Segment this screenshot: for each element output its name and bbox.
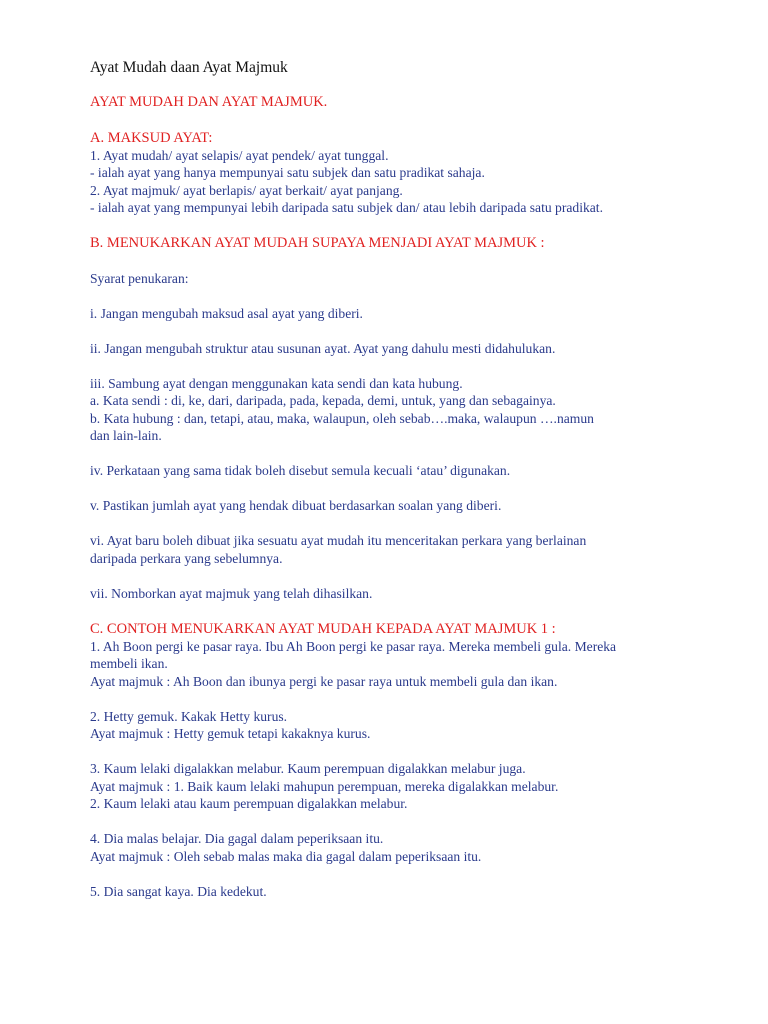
example-3-answer-1: Ayat majmuk : 1. Baik kaum lelaki mahupun perempuan, mereka digalakkan melabur. [90, 778, 559, 794]
rule-vi: vi. Ayat baru boleh dibuat jika sesuatu ayat mudah itu menceritakan perkara yang berlainan [90, 533, 587, 548]
rule-iii-b-cont: dan lain-lain. [90, 428, 162, 443]
example-4: 4. Dia malas belajar. Dia gagal dalam peperiksaan itu. [90, 831, 384, 846]
example-4-answer: Ayat majmuk : Oleh sebab malas maka dia gagal dalam peperiksaan itu. [90, 848, 482, 864]
example-2-answer: Ayat majmuk : Hetty gemuk tetapi kakaknya kurus. [90, 726, 371, 741]
definition-line: 1. Ayat mudah/ ayat selapis/ ayat pendek/ ayat tunggal. [90, 147, 389, 163]
rule-v: v. Pastikan jumlah ayat yang hendak dibuat berdasarkan soalan yang diberi. [90, 498, 502, 513]
section-a-heading: A. MAKSUD AYAT: [90, 129, 213, 146]
main-heading: AYAT MUDAH DAN AYAT MAJMUK. [90, 94, 328, 110]
document-title: Ayat Mudah daan Ayat Majmuk [90, 59, 288, 76]
definition-line: - ialah ayat yang hanya mempunyai satu subjek dan satu pradikat sahaja. [90, 165, 485, 180]
rule-iv: iv. Perkataan yang sama tidak boleh disebut semula kecuali ‘atau’ digunakan. [90, 463, 511, 478]
section-c-heading: C. CONTOH MENUKARKAN AYAT MUDAH KEPADA AYAT MAJMUK 1 : [90, 620, 556, 637]
section-b-heading: B. MENUKARKAN AYAT MUDAH SUPAYA MENJADI AYAT MAJMUK : [90, 235, 545, 251]
rule-vii: vii. Nomborkan ayat majmuk yang telah dihasilkan. [90, 585, 373, 601]
rule-vi-cont: daripada perkara yang sebelumnya. [90, 550, 283, 566]
rule-ii: ii. Jangan mengubah struktur atau susunan ayat. Ayat yang dahulu mesti didahulukan. [90, 340, 556, 356]
definition-line: - ialah ayat yang mempunyai lebih daripada satu subjek dan/ atau lebih daripada satu pradikat. [90, 200, 603, 215]
example-1-answer: Ayat majmuk : Ah Boon dan ibunya pergi ke pasar raya untuk membeli gula dan ikan. [90, 673, 558, 689]
example-3: 3. Kaum lelaki digalakkan melabur. Kaum perempuan digalakkan melabur juga. [90, 761, 526, 776]
example-1: 1. Ah Boon pergi ke pasar raya. Ibu Ah Boon pergi ke pasar raya. Mereka membeli gula. Mereka [90, 638, 617, 654]
conditions-intro: Syarat penukaran: [90, 270, 189, 286]
example-3-answer-2: 2. Kaum lelaki atau kaum perempuan digalakkan melabur. [90, 796, 408, 811]
rule-iii-b: b. Kata hubung : dan, tetapi, atau, maka, walaupun, oleh sebab….maka, walaupun ….namun [90, 410, 594, 426]
rule-iii-a: a. Kata sendi : di, ke, dari, daripada, pada, kepada, demi, untuk, yang dan sebagainya. [90, 393, 556, 408]
rule-iii: iii. Sambung ayat dengan menggunakan kata sendi dan kata hubung. [90, 375, 463, 391]
definition-line: 2. Ayat majmuk/ ayat berlapis/ ayat berkait/ ayat panjang. [90, 182, 403, 198]
rule-i: i. Jangan mengubah maksud asal ayat yang diberi. [90, 305, 363, 321]
example-1-cont: membeli ikan. [90, 656, 168, 671]
example-2: 2. Hetty gemuk. Kakak Hetty kurus. [90, 708, 288, 724]
example-5: 5. Dia sangat kaya. Dia kedekut. [90, 883, 267, 899]
